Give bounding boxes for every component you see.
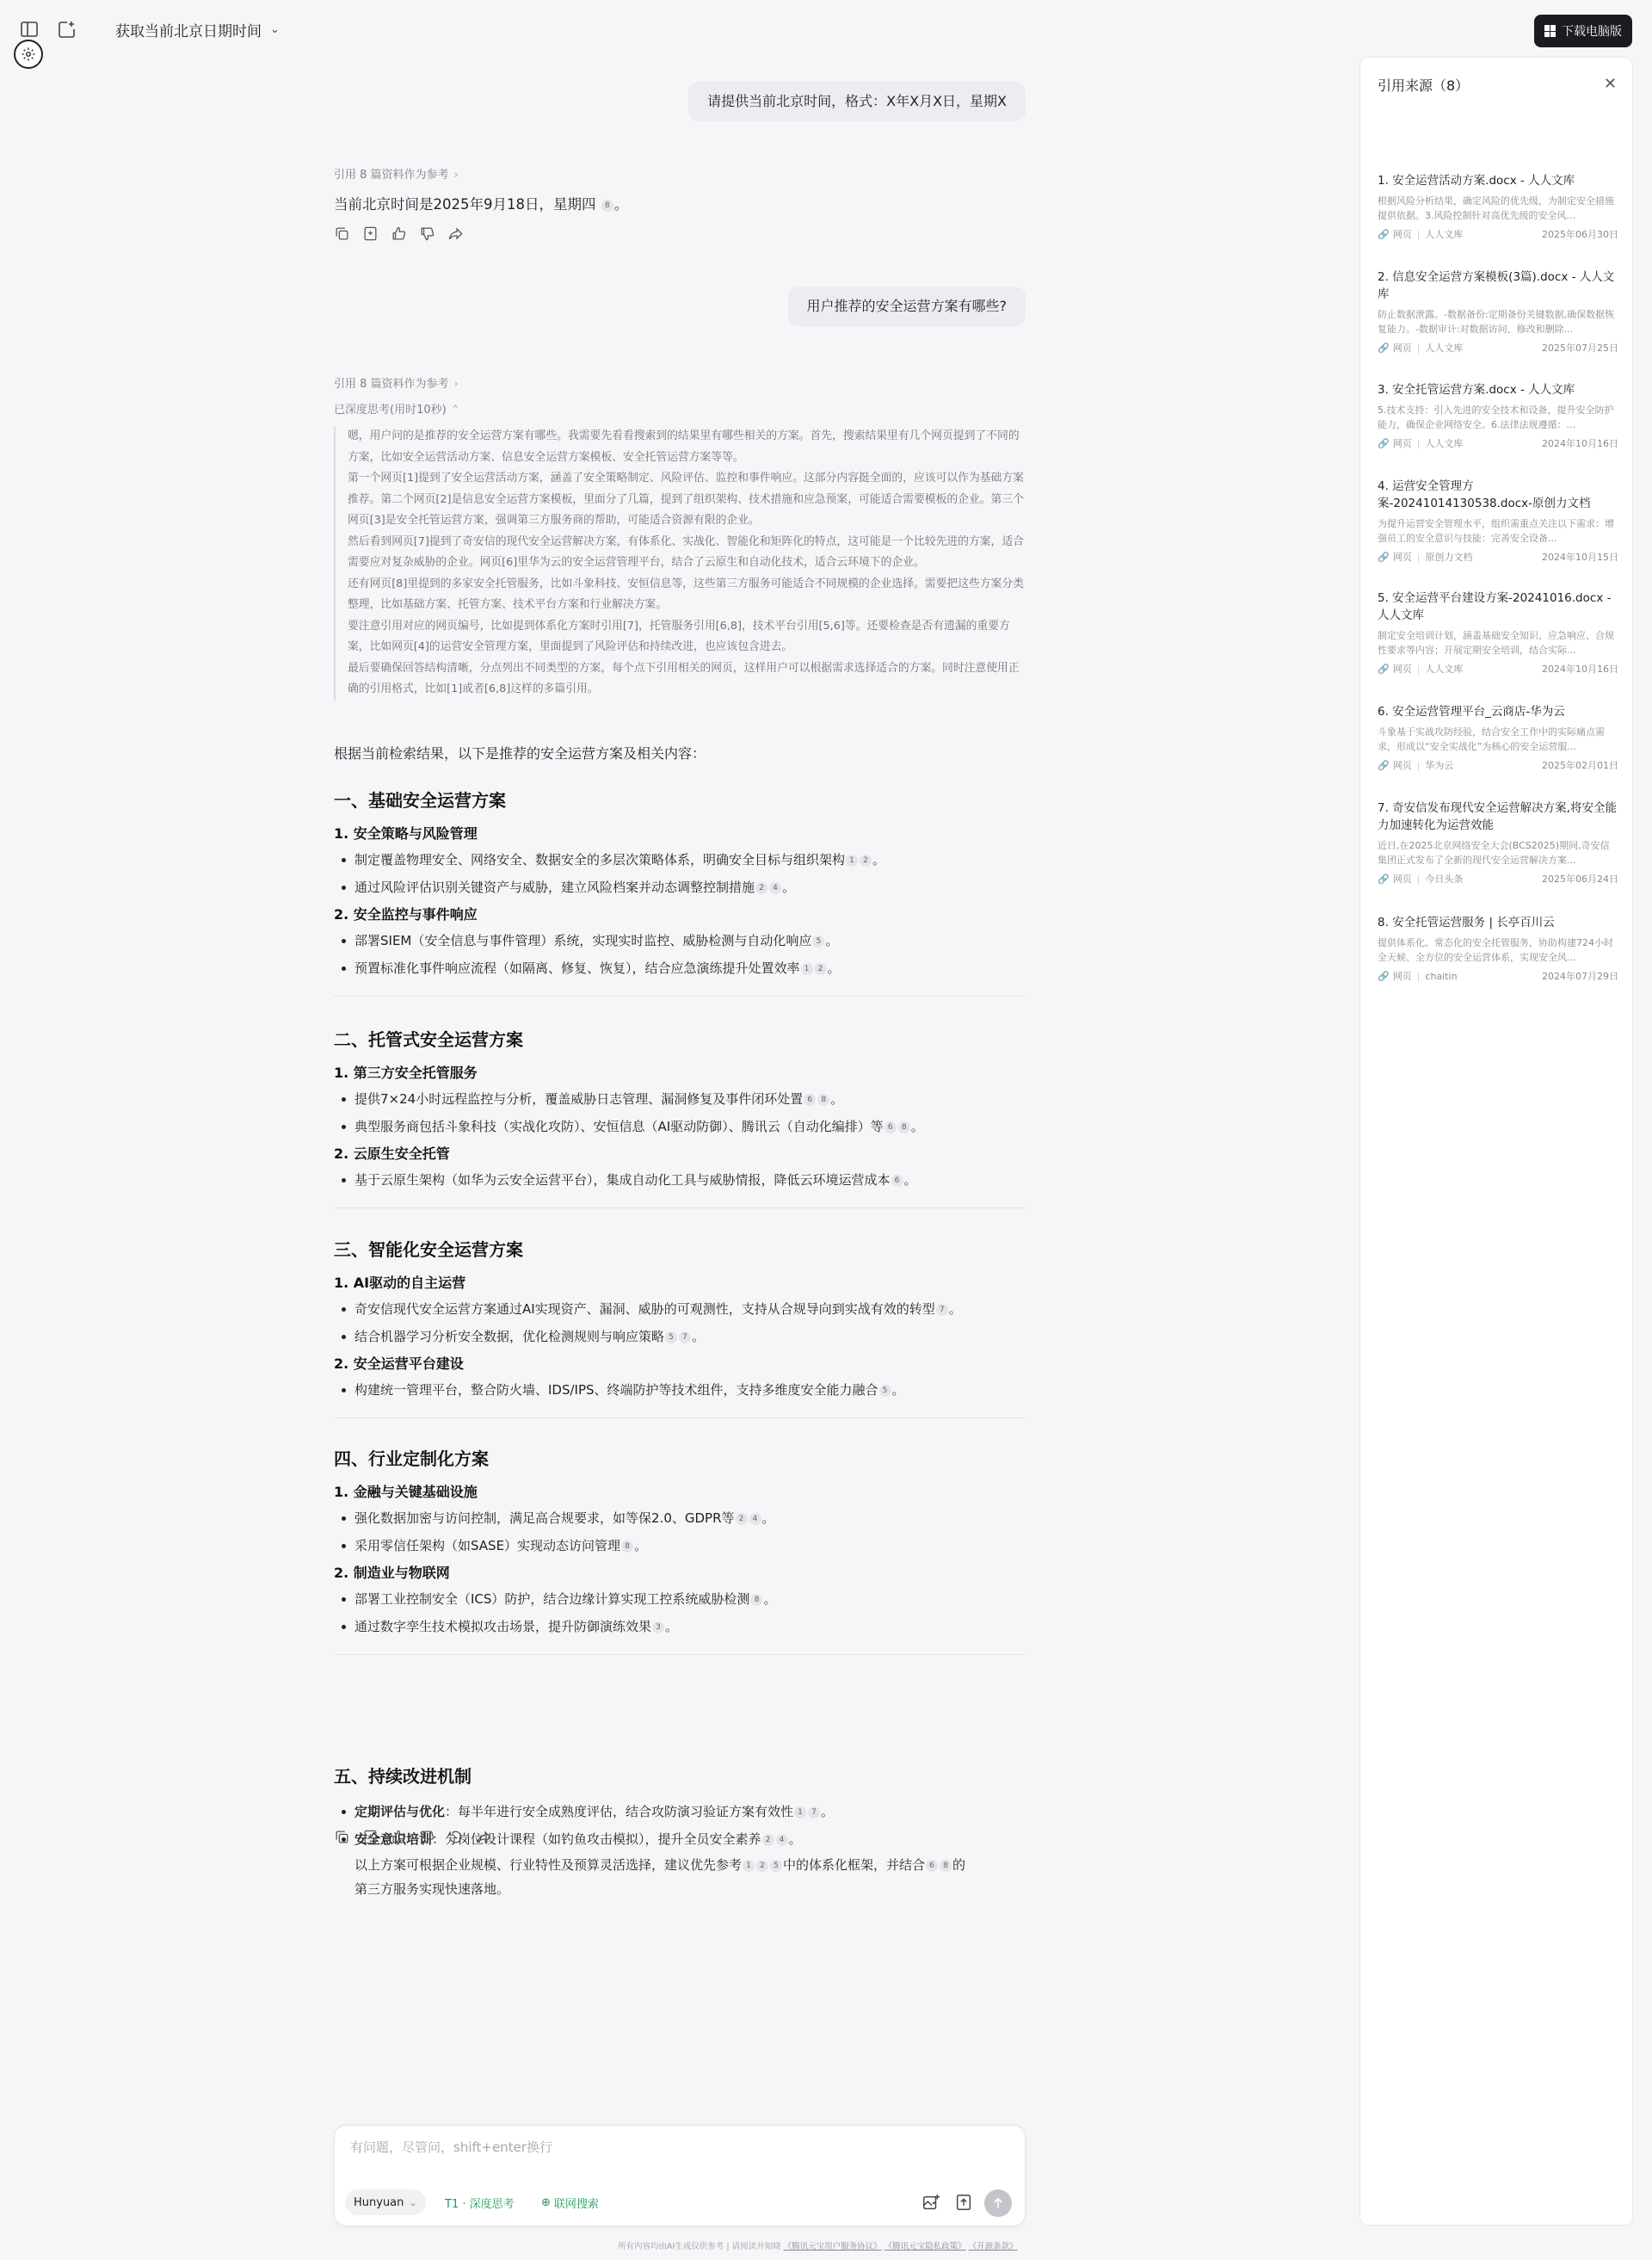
source-site: chaitin xyxy=(1425,970,1458,982)
bullet-list xyxy=(334,1585,1026,1640)
closing-text: 中的体系化框架，并结合 xyxy=(783,1857,926,1873)
source-snippet: 根据风险分析结果，确定风险的优先级，为制定安全措施提供依据。3.风险控制针对高优先级的安全风... xyxy=(1378,195,1614,221)
send-button[interactable] xyxy=(984,2189,1012,2217)
chat-input-box[interactable] xyxy=(334,2125,1026,2226)
source-site: 原创力文档 xyxy=(1425,552,1473,563)
globe-icon: ⊕ xyxy=(541,2195,551,2209)
answer-section xyxy=(334,787,1026,997)
close-icon[interactable]: ✕ xyxy=(1603,75,1617,93)
citation-badge[interactable]: 6 xyxy=(804,1094,816,1106)
source-item[interactable] xyxy=(1378,269,1618,355)
terms-link[interactable]: 《腾讯元宝用户服务协议》 xyxy=(783,2242,882,2251)
source-site: 华为云 xyxy=(1425,760,1454,771)
source-date: 2024年10月16日 xyxy=(1542,438,1618,449)
citation-badge[interactable]: 7 xyxy=(679,1331,691,1343)
source-item[interactable] xyxy=(1378,172,1618,241)
bullet-list xyxy=(334,1085,1026,1140)
list-item-text: 典型服务商包括斗象科技（实战化攻防）、安恒信息（AI驱动防御）、腾讯云（自动化编排）等 xyxy=(354,1119,884,1134)
chat-input[interactable]: 有问题，尽管问，shift+enter换行 xyxy=(350,2140,552,2155)
source-title: 2. 信息安全运营方案模板(3篇).docx - 人人文库 xyxy=(1378,270,1615,301)
section-heading: 三、智能化安全运营方案 xyxy=(334,1239,523,1260)
list-item-text: 强化数据加密与访问控制，满足高合规要求，如等保2.0、GDPR等 xyxy=(354,1510,735,1526)
citation-badge[interactable]: 5 xyxy=(879,1385,891,1397)
new-chat-icon[interactable] xyxy=(57,19,77,40)
web-search-label: 联网搜索 xyxy=(553,2197,599,2211)
citation-badge[interactable]: 5 xyxy=(812,935,824,948)
source-title: 6. 安全运营管理平台_云商店-华为云 xyxy=(1378,705,1565,719)
settings-icon[interactable] xyxy=(14,40,43,69)
citation-badge[interactable]: 6 xyxy=(926,1860,938,1872)
closing-paragraph xyxy=(334,1853,1026,1901)
source-type: 网页 xyxy=(1392,664,1412,675)
citation-badge[interactable]: 6 xyxy=(891,1175,903,1187)
privacy-link[interactable]: 《腾讯元宝隐私政策》 xyxy=(884,2242,966,2251)
source-item[interactable] xyxy=(1378,590,1618,676)
citation-badge[interactable]: 8 xyxy=(750,1594,762,1606)
open-source-link[interactable]: 《开源条款》 xyxy=(968,2242,1018,2251)
source-title: 7. 奇安信发布现代安全运营解决方案,将安全能力加速转化为运营效能 xyxy=(1378,801,1617,832)
references-label: 引用 8 篇资料作为参考 xyxy=(334,378,449,391)
list-item: 构建统一管理平台，整合防火墙、IDS/IPS、终端防护等技术组件，支持多维度安全能力融合 5 。 xyxy=(334,1376,1026,1404)
chevron-down-icon: ⌄ xyxy=(270,23,280,36)
source-meta: 🔗 网页 | 华为云 2025年02月01日 xyxy=(1378,759,1618,771)
chevron-down-icon: ⌄ xyxy=(409,2196,417,2208)
source-meta: 🔗 网页 | 人人文库 2024年10月16日 xyxy=(1378,437,1618,449)
windows-icon xyxy=(1544,25,1556,37)
list-item-text: 采用零信任架构（如SASE）实现动态访问管理 xyxy=(354,1538,621,1553)
citation-badge[interactable]: 2 xyxy=(755,882,767,894)
citation-badge[interactable]: 5 xyxy=(770,1860,782,1872)
subsection-heading: 2. 安全监控与事件响应 xyxy=(334,906,478,923)
citation-badge[interactable]: 5 xyxy=(665,1331,677,1343)
web-search-chip[interactable] xyxy=(534,2189,606,2215)
link-icon: 🔗 xyxy=(1378,551,1390,563)
conversation-title-text: 获取当前北京日期时间 xyxy=(115,23,262,40)
link-icon: 🔗 xyxy=(1378,342,1390,354)
source-meta: 🔗 网页 | 今日头条 2025年06月24日 xyxy=(1378,873,1618,885)
source-type: 网页 xyxy=(1392,438,1412,449)
source-site: 人人文库 xyxy=(1425,343,1464,354)
citation-badge[interactable]: 2 xyxy=(762,1834,774,1846)
source-type: 网页 xyxy=(1392,229,1412,240)
answer-actions xyxy=(334,1829,492,1845)
reasoning-paragraph: 最后要确保回答结构清晰，分点列出不同类型的方案，每个点下引用相关的网页，这样用户可以根据需求选择适合的方案。同时注意使用正确的引用格式，比如[1]或者[6,8]这样的多篇引用。 xyxy=(348,661,1020,695)
footer-disclaimer xyxy=(618,2239,1018,2251)
citation-badge[interactable]: 8 xyxy=(898,1121,910,1133)
source-site: 人人文库 xyxy=(1425,438,1464,449)
citation-badge[interactable]: 7 xyxy=(808,1806,820,1818)
list-item: 预置标准化事件响应流程（如隔离、修复、恢复），结合应急演练提升处置效率 1 2 。 xyxy=(334,954,1026,982)
citation-badge[interactable]: 1 xyxy=(794,1806,806,1818)
reasoning-paragraph: 然后看到网页[7]提到了奇安信的现代安全运营解决方案，有体系化、实战化、智能化和矩阵化的特点，这可能是一个比较先进的方案，适合需要应对复杂威胁的企业。网页[6]里华为云的安全运营管理平台，结合了云原生和自动化技术，适合云环境下的企业。 xyxy=(348,534,1024,569)
thumbs-down-icon[interactable] xyxy=(419,1829,435,1845)
section-heading: 五、持续改进机制 xyxy=(334,1766,472,1787)
list-item: 典型服务商包括斗象科技（实战化攻防）、安恒信息（AI驱动防御）、腾讯云（自动化编排）等 6 8 。 xyxy=(334,1113,1026,1140)
link-icon: 🔗 xyxy=(1378,228,1390,240)
list-item: 采用零信任架构（如SASE）实现动态访问管理 8 。 xyxy=(334,1532,1026,1559)
list-item: 结合机器学习分析安全数据，优化检测规则与响应策略 5 7 。 xyxy=(334,1323,1026,1350)
reasoning-text xyxy=(334,426,1026,701)
link-icon: 🔗 xyxy=(1378,759,1390,771)
source-snippet: 近日,在2025北京网络安全大会(BCS2025)期间,奇安信集团正式发布了全新的现代安全运营解决方案... xyxy=(1378,840,1610,866)
source-title: 8. 安全托管运营服务 | 长亭百川云 xyxy=(1378,916,1555,929)
list-item: 基于云原生架构（如华为云安全运营平台），集成自动化工具与威胁情报，降低云环境运营成本 6 。 xyxy=(334,1166,1026,1194)
link-icon: 🔗 xyxy=(1378,663,1390,675)
list-item: 定期评估与优化：每半年进行安全成熟度评估，结合攻防演习验证方案有效性 1 7 。 xyxy=(334,1798,1026,1825)
citation-badge[interactable]: 1 xyxy=(801,963,813,975)
list-item: 强化数据加密与访问控制，满足高合规要求，如等保2.0、GDPR等 2 4 。 xyxy=(334,1504,1026,1532)
list-item-text: 结合机器学习分析安全数据，优化检测规则与响应策略 xyxy=(354,1329,665,1344)
citation-badge[interactable]: 4 xyxy=(749,1513,761,1525)
source-snippet: 5.技术支持：引入先进的安全技术和设备，提升安全防护能力，确保企业网络安全。6.法律法规遵循：... xyxy=(1378,404,1614,430)
source-type: 网页 xyxy=(1392,760,1412,771)
source-snippet: 提供体系化、常态化的安全托管服务，协助构建724小时全天候、全方位的安全运营体系，实现安全风... xyxy=(1378,937,1613,963)
deep-think-label: T1 · 深度思考 xyxy=(445,2197,515,2211)
citation-badge[interactable]: 8 xyxy=(601,200,613,212)
list-item: 通过数字孪生技术模拟攻击场景，提升防御演练效果 3 。 xyxy=(334,1613,1026,1640)
user-message: 用户推荐的安全运营方案有哪些? xyxy=(788,287,1026,326)
citation-badge[interactable]: 8 xyxy=(621,1541,633,1553)
source-meta: 🔗 网页 | chaitin 2024年07月29日 xyxy=(1378,970,1618,982)
chevron-up-icon: ⌃ xyxy=(450,404,460,417)
download-desktop-button[interactable] xyxy=(1534,15,1632,47)
citation-badge[interactable]: 8 xyxy=(940,1860,952,1872)
list-item-text: ：分岗位设计课程（如钓鱼攻击模拟），提升全员安全素养 xyxy=(432,1831,761,1847)
references-toggle[interactable] xyxy=(334,374,459,391)
source-meta: 🔗 网页 | 原创力文档 2024年10月15日 xyxy=(1378,551,1618,563)
citation-badge[interactable]: 3 xyxy=(652,1621,664,1633)
top-bar xyxy=(0,0,1652,60)
list-item: 通过风险评估识别关键资产与威胁，建立风险档案并动态调整控制措施 2 4 。 xyxy=(334,874,1026,901)
source-title: 4. 运营安全管理方案-20241014130538.docx-原创力文档 xyxy=(1378,479,1591,510)
subsection-heading: 1. AI驱动的自主运营 xyxy=(334,1275,466,1291)
subsection-heading: 1. 金融与关键基础设施 xyxy=(334,1484,478,1500)
source-snippet: 为提升运营安全管理水平，组织需重点关注以下需求：增强员工的安全意识与技能：完善安全设备... xyxy=(1378,518,1614,544)
reasoning-paragraph: 嗯，用户问的是推荐的安全运营方案有哪些。我需要先看看搜索到的结果里有哪些相关的方案。首先，搜索结果里有几个网页提到了不同的方案，比如安全运营活动方案、信息安全运营方案模板、安全托管运营方案等等。 xyxy=(348,429,1020,464)
arrow-up-icon xyxy=(990,2195,1006,2211)
list-item-text: 部署工业控制安全（ICS）防护，结合边缘计算实现工控系统威胁检测 xyxy=(354,1591,750,1607)
source-title: 1. 安全运营活动方案.docx - 人人文库 xyxy=(1378,174,1575,188)
answer-section xyxy=(334,1446,1026,1655)
thumbs-up-icon[interactable] xyxy=(391,225,407,242)
list-item-text: 通过风险评估识别关键资产与威胁，建立风险档案并动态调整控制措施 xyxy=(354,880,755,895)
citation-badge[interactable]: 1 xyxy=(743,1860,755,1872)
citation-badge[interactable]: 8 xyxy=(817,1094,829,1106)
answer-actions xyxy=(334,225,464,242)
link-icon: 🔗 xyxy=(1378,970,1390,982)
list-item-text: 部署SIEM（安全信息与事件管理）系统，实现实时监控、威胁检测与自动化响应 xyxy=(354,933,812,948)
source-title: 3. 安全托管运营方案.docx - 人人文库 xyxy=(1378,383,1575,397)
bookmark-icon[interactable] xyxy=(362,1829,379,1845)
source-date: 2025年02月01日 xyxy=(1542,760,1618,771)
source-date: 2025年07月25日 xyxy=(1542,343,1618,354)
thumbs-down-icon[interactable] xyxy=(419,225,435,242)
source-meta: 🔗 网页 | 人人文库 2024年10月16日 xyxy=(1378,663,1618,675)
source-item[interactable] xyxy=(1378,703,1618,772)
sources-panel xyxy=(1359,57,1633,2226)
source-meta: 🔗 网页 | 人人文库 2025年07月25日 xyxy=(1378,342,1618,354)
citation-badge[interactable]: 6 xyxy=(885,1121,897,1133)
download-desktop-label: 下载电脑版 xyxy=(1562,25,1622,39)
bullet-list xyxy=(334,927,1026,982)
link-icon: 🔗 xyxy=(1378,437,1390,449)
deep-think-toggle[interactable] xyxy=(334,400,460,417)
subsection-heading: 1. 安全策略与风险管理 xyxy=(334,825,478,842)
user-message: 请提供当前北京时间，格式：X年X月X日，星期X xyxy=(688,82,1026,121)
source-date: 2025年06月30日 xyxy=(1542,229,1618,240)
source-snippet: 防止数据泄露。-数据备份:定期备份关键数据,确保数据恢复能力。-数据审计:对数据访问、修改和删除... xyxy=(1378,309,1615,335)
source-meta: 🔗 网页 | 人人文库 2025年06月30日 xyxy=(1378,228,1618,240)
source-type: 网页 xyxy=(1392,552,1412,563)
source-item[interactable] xyxy=(1378,914,1618,983)
source-type: 网页 xyxy=(1392,874,1412,885)
list-item-text: 基于云原生架构（如华为云安全运营平台），集成自动化工具与威胁情报，降低云环境运营成本 xyxy=(354,1172,891,1188)
list-item-text: 预置标准化事件响应流程（如隔离、修复、恢复），结合应急演练提升处置效率 xyxy=(354,960,800,976)
section-divider xyxy=(334,1654,1026,1655)
thumbs-up-icon[interactable] xyxy=(391,1829,407,1845)
share-icon[interactable] xyxy=(447,225,464,242)
list-item-text: 奇安信现代安全运营方案通过AI实现资产、漏洞、威胁的可观测性，支持从合规导向到实战有效的转型 xyxy=(354,1301,935,1317)
source-item[interactable] xyxy=(1378,800,1618,886)
list-item-text: 提供7×24小时远程监控与分析，覆盖威胁日志管理、漏洞修复及事件闭环处置 xyxy=(354,1091,804,1107)
deep-think-chip[interactable] xyxy=(438,2189,521,2215)
citation-badge[interactable]: 1 xyxy=(846,855,858,867)
section-divider xyxy=(334,996,1026,997)
link-icon: 🔗 xyxy=(1378,873,1390,885)
answer-section xyxy=(334,1237,1026,1418)
model-selector[interactable] xyxy=(345,2189,426,2215)
citation-badge[interactable]: 2 xyxy=(756,1860,768,1872)
share-icon[interactable] xyxy=(476,1829,492,1845)
citation-badge[interactable]: 2 xyxy=(860,855,872,867)
source-date: 2025年06月24日 xyxy=(1542,874,1618,885)
deep-think-status: 已深度思考(用时10秒) xyxy=(334,404,447,417)
list-item: 制定覆盖物理安全、网络安全、数据安全的多层次策略体系，明确安全目标与组织架构 1 2 。 xyxy=(334,846,1026,874)
list-item: 部署工业控制安全（ICS）防护，结合边缘计算实现工控系统威胁检测 8 。 xyxy=(334,1585,1026,1613)
citation-badge[interactable]: 2 xyxy=(736,1513,748,1525)
list-item: 提供7×24小时远程监控与分析，覆盖威胁日志管理、漏洞修复及事件闭环处置 6 8 。 xyxy=(334,1085,1026,1113)
file-upload-icon[interactable] xyxy=(954,2193,973,2212)
list-item-text: ：每半年进行安全成熟度评估，结合攻防演习验证方案有效性 xyxy=(445,1804,794,1819)
source-site: 今日头条 xyxy=(1425,874,1464,885)
list-item: 部署SIEM（安全信息与事件管理）系统，实现实时监控、威胁检测与自动化响应 5 。 xyxy=(334,927,1026,954)
source-title: 5. 安全运营平台建设方案-20241016.docx - 人人文库 xyxy=(1378,591,1612,622)
footer-note-text: 所有内容均由AI生成仅供参考 | 请阅读并知晓 xyxy=(618,2242,781,2251)
list-item-bold: 安全意识培训 xyxy=(354,1831,433,1847)
chevron-right-icon: › xyxy=(453,169,459,182)
sources-title: 引用来源（8） xyxy=(1378,77,1470,94)
regenerate-icon[interactable] xyxy=(447,1829,464,1845)
subsection-heading: 1. 第三方安全托管服务 xyxy=(334,1065,478,1081)
references-label: 引用 8 篇资料作为参考 xyxy=(334,169,449,182)
section-divider xyxy=(334,1207,1026,1208)
model-name: Hunyuan xyxy=(354,2195,404,2209)
bullet-list xyxy=(334,1376,1026,1404)
citation-badge[interactable]: 2 xyxy=(815,963,827,975)
bullet-list xyxy=(334,1295,1026,1350)
conversation-title[interactable] xyxy=(115,19,280,40)
answer-intro: 根据当前检索结果，以下是推荐的安全运营方案及相关内容： xyxy=(334,745,706,762)
source-type: 网页 xyxy=(1392,971,1412,982)
section-heading: 一、基础安全运营方案 xyxy=(334,790,506,811)
bookmark-icon[interactable] xyxy=(362,225,379,242)
section-heading: 四、行业定制化方案 xyxy=(334,1448,489,1469)
citation-badge[interactable]: 4 xyxy=(776,1834,788,1846)
section-heading: 二、托管式安全运营方案 xyxy=(334,1029,523,1050)
references-toggle[interactable] xyxy=(334,165,459,182)
citation-badge[interactable]: 7 xyxy=(936,1304,948,1316)
source-date: 2024年10月16日 xyxy=(1542,664,1618,675)
list-item: 安全意识培训：分岗位设计课程（如钓鱼攻击模拟），提升全员安全素养 2 4 。 xyxy=(334,1825,1026,1853)
list-item: 奇安信现代安全运营方案通过AI实现资产、漏洞、威胁的可观测性，支持从合规导向到实战有效的转型 7 。 xyxy=(334,1295,1026,1323)
list-item-text: 构建统一管理平台，整合防火墙、IDS/IPS、终端防护等技术组件，支持多维度安全能力融合 xyxy=(354,1382,878,1398)
chevron-right-icon: › xyxy=(453,378,459,391)
copy-icon[interactable] xyxy=(334,225,350,242)
answer-text: 当前北京时间是2025年9月18日，星期四 xyxy=(334,196,596,213)
bullet-list xyxy=(334,1504,1026,1559)
subsection-heading: 2. 云原生安全托管 xyxy=(334,1145,450,1162)
reasoning-paragraph: 还有网页[8]里提到的多家安全托管服务，比如斗象科技、安恒信息等，这些第三方服务可能适合不同规模的企业选择。需要把这些方案分类整理，比如基础方案、托管方案、技术平台方案和行业解决方案。 xyxy=(348,577,1024,611)
bullet-list xyxy=(334,846,1026,901)
list-item-text: 通过数字孪生技术模拟攻击场景，提升防御演练效果 xyxy=(354,1619,652,1634)
source-item[interactable] xyxy=(1378,478,1618,564)
section-divider xyxy=(334,1417,1026,1418)
source-type: 网页 xyxy=(1392,343,1412,354)
sidebar-toggle-icon[interactable] xyxy=(19,19,40,40)
reasoning-paragraph: 要注意引用对应的网页编号，比如提到体系化方案时引用[7]，托管服务引用[6,8]，技术平台引用[5,6]等。还要检查是否有遗漏的重要方案，比如网页[4]的运营安全管理方案，里面提到了风险评估和持续改进，也应该包含进去。 xyxy=(348,619,1010,653)
source-date: 2024年10月15日 xyxy=(1542,552,1618,563)
copy-icon[interactable] xyxy=(334,1829,350,1845)
list-item-bold: 定期评估与优化 xyxy=(354,1804,446,1819)
subsection-heading: 2. 制造业与物联网 xyxy=(334,1565,450,1581)
assistant-answer: 当前北京时间是2025年9月18日，星期四 8 。 xyxy=(334,196,629,213)
source-site: 人人文库 xyxy=(1425,229,1464,240)
reasoning-paragraph: 第一个网页[1]提到了安全运营活动方案，涵盖了安全策略制定、风险评估、监控和事件响应。这部分内容挺全面的，应该可以作为基础方案推荐。第二个网页[2]是信息安全运营方案模板，里面分了几篇，提到了组织架构、技术措施和应急预案，可能适合需要模板的企业。第三个网页[3]是安全托管运营方案，强调第三方服务商的帮助，可能适合资源有限的企业。 xyxy=(348,472,1024,527)
source-snippet: 斗象基于实战攻防经验，结合安全工作中的实际痛点需求，形成以“安全实战化”为核心的安全运营服... xyxy=(1378,726,1605,752)
answer-section xyxy=(334,1027,1026,1208)
source-site: 人人文库 xyxy=(1425,664,1464,675)
source-date: 2024年07月29日 xyxy=(1542,971,1618,982)
closing-text: 的 xyxy=(952,1857,966,1873)
subsection-heading: 2. 安全运营平台建设 xyxy=(334,1355,464,1372)
closing-text: 第三方服务实现快速落地。 xyxy=(354,1881,510,1897)
citation-badge[interactable]: 4 xyxy=(769,882,781,894)
source-item[interactable] xyxy=(1378,381,1618,450)
source-snippet: 制定安全培训计划，涵盖基础安全知识、应急响应、合规性要求等内容；开展定期安全培训，结合实际... xyxy=(1378,630,1614,656)
list-item-text: 制定覆盖物理安全、网络安全、数据安全的多层次策略体系，明确安全目标与组织架构 xyxy=(354,852,846,868)
closing-text: 以上方案可根据企业规模、行业特性及预算灵活选择，建议优先参考 xyxy=(354,1857,743,1873)
bullet-list xyxy=(334,1166,1026,1194)
image-upload-icon[interactable] xyxy=(922,2193,940,2212)
